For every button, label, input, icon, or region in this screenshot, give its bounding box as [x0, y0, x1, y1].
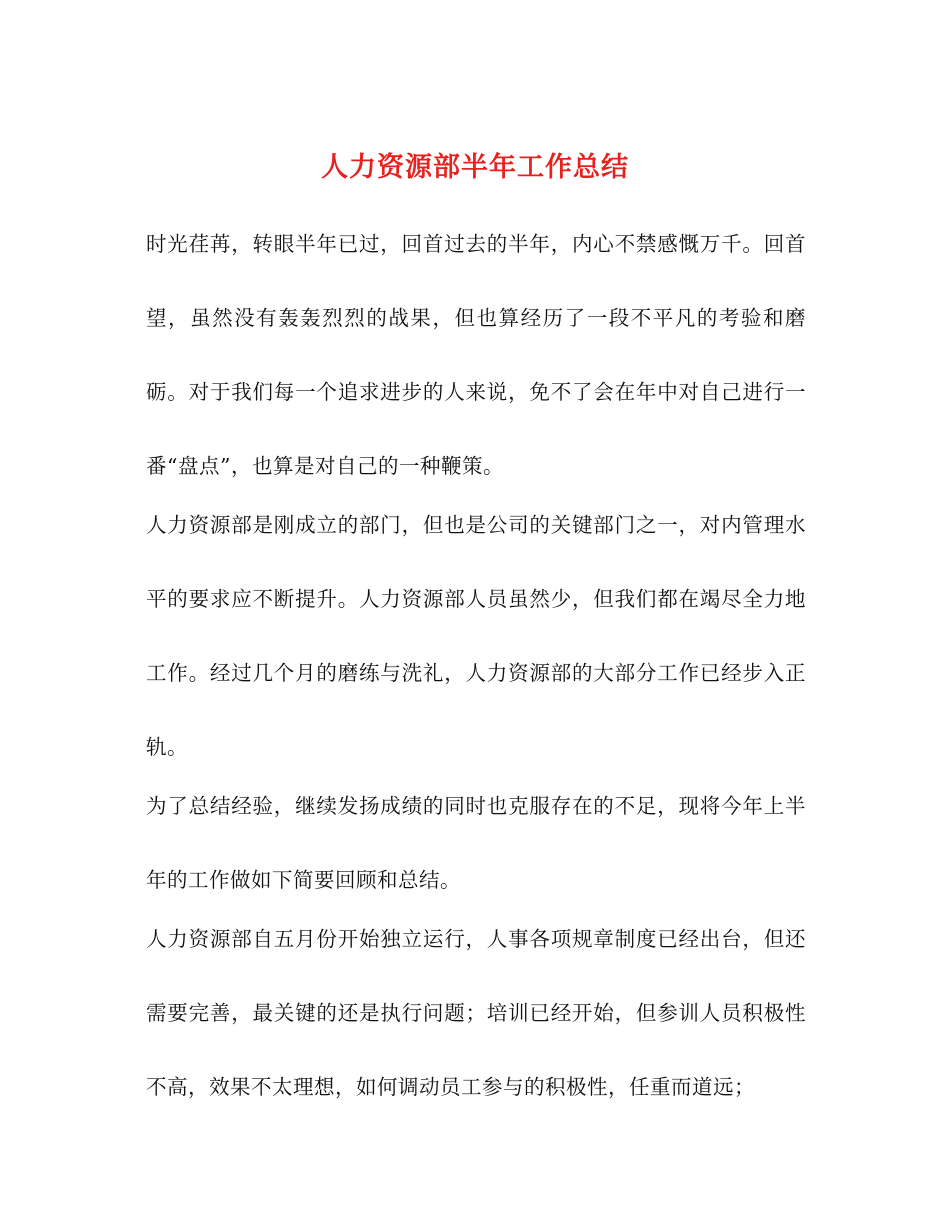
paragraph-department: 人力资源部是刚成立的部门，但也是公司的关键部门之一，对内管理水平的要求应不断提升。人力资源部人员虽然少，但我们都在竭尽全力地工作。经过几个月的磨练与洗礼，人力资源部的大部分工作已经步入正轨。 — [146, 513, 806, 759]
paragraph-intro: 时光荏苒，转眼半年已过，回首过去的半年，内心不禁感慨万千。回首望，虽然没有轰轰烈烈的战果，但也算经历了一段不平凡的考验和磨砺。对于我们每一个追求进步的人来说，免不了会在年中对自己进行一番“盘点”，也算是对自己的一种鞭策。 — [146, 232, 806, 478]
paragraph-operations: 人力资源部自五月份开始独立运行，人事各项规章制度已经出台，但还需要完善，最关键的还是执行问题；培训已经开始，但参训人员积极性不高，效果不太理想，如何调动员工参与的积极性，任重而道远； — [146, 927, 806, 1099]
document-title: 人力资源部半年工作总结 — [321, 152, 629, 184]
paragraph-purpose: 为了总结经验，继续发扬成绩的同时也克服存在的不足，现将今年上半年的工作做如下简要回顾和总结。 — [146, 794, 806, 892]
document-body — [146, 207, 806, 1124]
